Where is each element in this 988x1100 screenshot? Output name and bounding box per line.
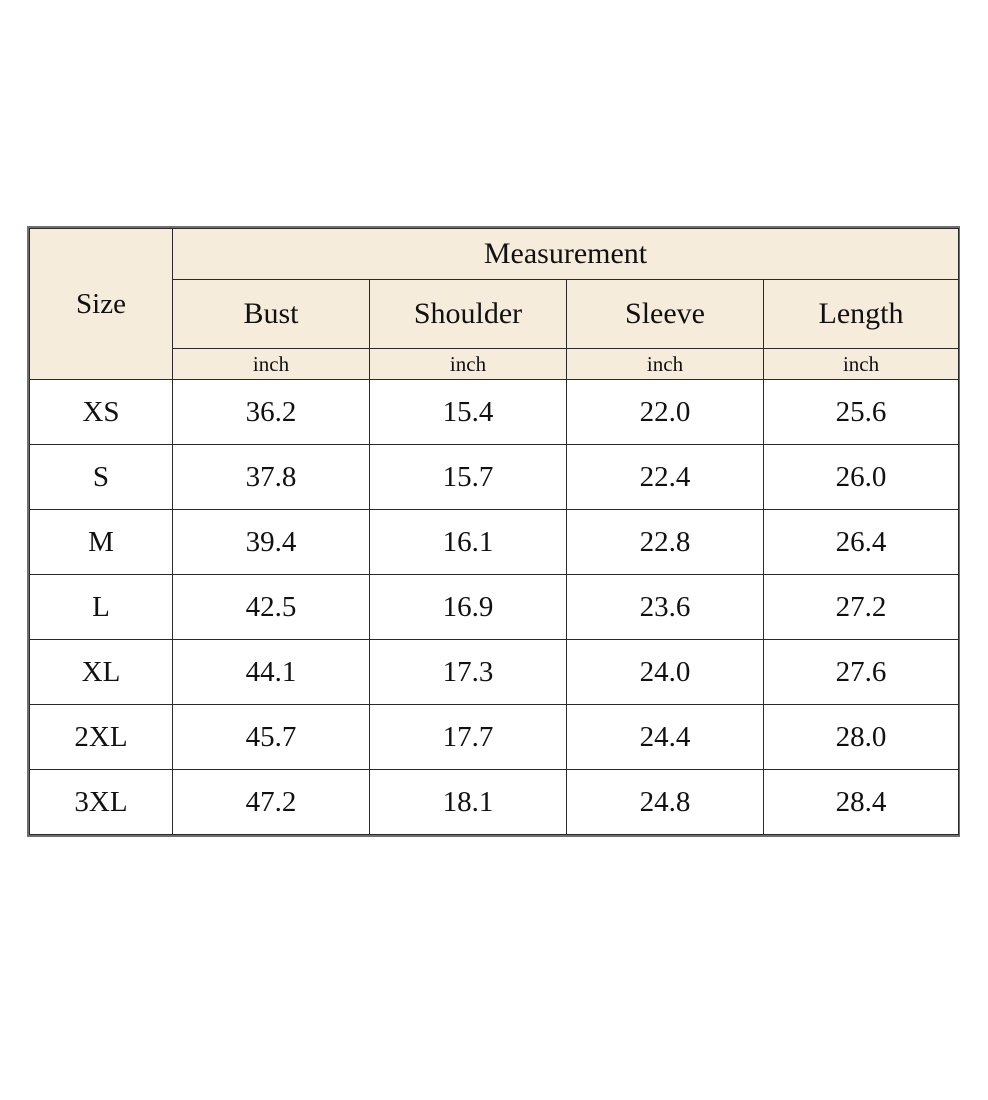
length-column-header: Length [764,280,959,349]
bust-cell: 37.8 [173,445,370,510]
shoulder-cell: 15.4 [370,380,567,445]
size-chart-header [30,229,959,380]
size-chart-table [29,228,959,835]
bust-cell: 44.1 [173,640,370,705]
sleeve-cell: 24.8 [567,770,764,835]
size-cell: M [30,510,173,575]
length-unit: inch [764,349,959,380]
size-cell: 2XL [30,705,173,770]
bust-cell: 47.2 [173,770,370,835]
size-chart-frame [27,226,960,837]
shoulder-cell: 18.1 [370,770,567,835]
sleeve-cell: 24.0 [567,640,764,705]
size-cell: XL [30,640,173,705]
bust-column-header: Bust [173,280,370,349]
size-cell: S [30,445,173,510]
shoulder-cell: 16.1 [370,510,567,575]
size-cell: 3XL [30,770,173,835]
size-cell: XS [30,380,173,445]
shoulder-unit: inch [370,349,567,380]
shoulder-cell: 17.7 [370,705,567,770]
table-row [30,640,959,705]
table-row [30,705,959,770]
size-column-header: Size [30,229,173,380]
table-row [30,445,959,510]
table-row [30,510,959,575]
shoulder-cell: 16.9 [370,575,567,640]
size-chart-body [30,380,959,835]
length-cell: 26.0 [764,445,959,510]
table-row [30,770,959,835]
length-cell: 28.0 [764,705,959,770]
sleeve-cell: 22.0 [567,380,764,445]
sleeve-cell: 24.4 [567,705,764,770]
length-cell: 27.2 [764,575,959,640]
length-cell: 26.4 [764,510,959,575]
measurement-header: Measurement [173,229,959,280]
shoulder-cell: 15.7 [370,445,567,510]
shoulder-cell: 17.3 [370,640,567,705]
bust-cell: 36.2 [173,380,370,445]
length-cell: 27.6 [764,640,959,705]
sleeve-cell: 23.6 [567,575,764,640]
length-cell: 28.4 [764,770,959,835]
sleeve-cell: 22.8 [567,510,764,575]
bust-cell: 39.4 [173,510,370,575]
bust-cell: 45.7 [173,705,370,770]
sleeve-cell: 22.4 [567,445,764,510]
table-row [30,380,959,445]
table-row [30,575,959,640]
shoulder-column-header: Shoulder [370,280,567,349]
size-cell: L [30,575,173,640]
bust-unit: inch [173,349,370,380]
length-cell: 25.6 [764,380,959,445]
bust-cell: 42.5 [173,575,370,640]
sleeve-column-header: Sleeve [567,280,764,349]
sleeve-unit: inch [567,349,764,380]
